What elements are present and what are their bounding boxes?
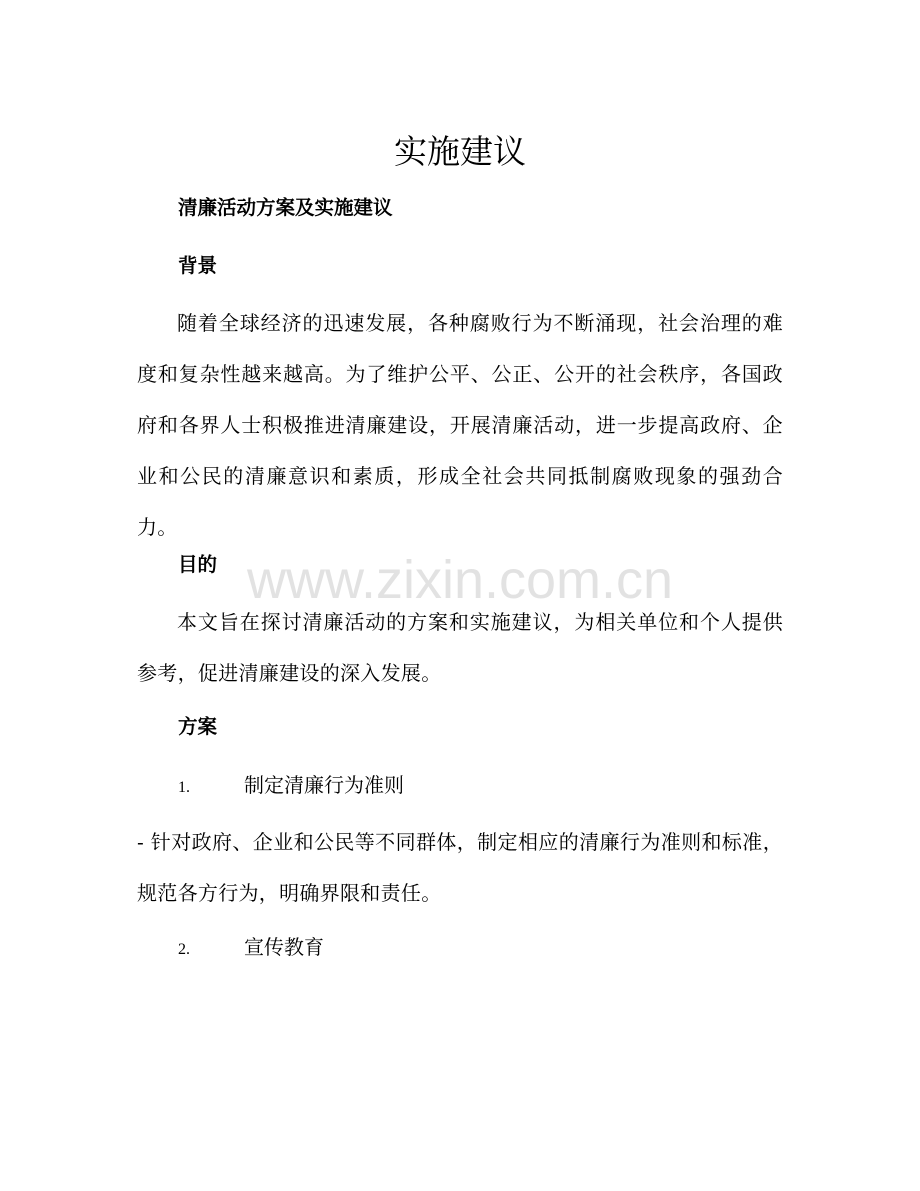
list-item-number: 1. [178,779,190,796]
watermark: www.zixin.com.cn [246,550,674,610]
paragraph-background: 随着全球经济的迅速发展，各种腐败行为不断涌现，社会治理的难度和复杂性越来越高。为了维护公平、公正、公开的社会秩序，各国政府和各界人士积极推进清廉建设，开展清廉活动，进一步提高政府、企业和公民的清廉意识和素质，形成全社会共同抵制腐败现象的强劲合力。 [137,311,783,539]
section-heading-background: 背景 [178,254,218,277]
document-subtitle: 清廉活动方案及实施建议 [178,196,393,219]
paragraph-purpose: 本文旨在探讨清廉活动的方案和实施建议，为相关单位和个人提供参考，促进清廉建设的深入发展。 [137,610,783,685]
list-item-1 [178,771,404,802]
document-title: 实施建议 [394,132,526,171]
paragraph-plan-item-1-detail: - 针对政府、企业和公民等不同群体，制定相应的清廉行为准则和标准，规范各方行为，明确界限和责任。 [137,830,783,905]
section-heading-plan: 方案 [178,715,218,738]
list-item-label: 宣传教育 [244,935,324,959]
list-item-label: 制定清廉行为准则 [244,773,404,797]
list-item-number: 2. [178,941,190,958]
list-item-2 [178,933,324,964]
section-heading-purpose: 目的 [178,553,218,576]
